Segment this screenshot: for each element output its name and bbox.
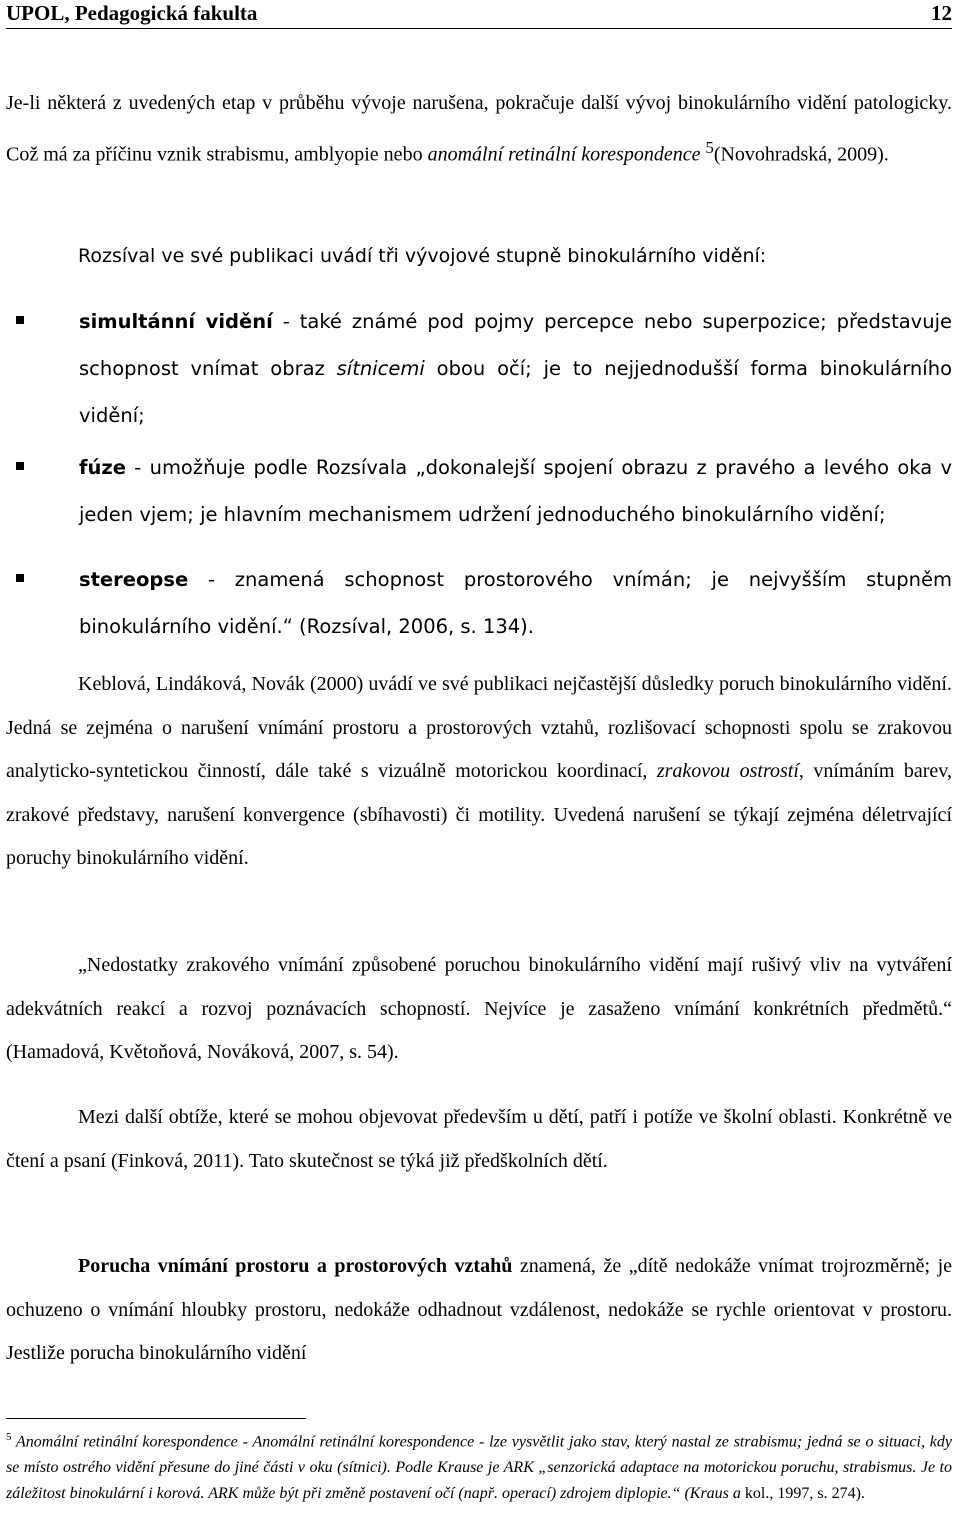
term-simultaneous: simultánní vidění: [79, 310, 273, 333]
p1-italic-term: anomální retinální korespondence: [427, 143, 701, 166]
paragraph-quote-deficits: „Nedostatky zrakového vnímání způsobené poruchou binokulárního vidění mají rušivý vliv na vytváření adekvátních reakcí a rozvoj poznávacích schopností. Nejvíce je zasaženo vnímání konkrétních předmětů.“ (Hamadová, Květoňová, Nováková, 2007, s. 54).: [6, 954, 952, 1063]
list-item-stereopsis: stereopse - znamená schopnost prostorového vnímán; je nejvyšším stupněm binokulárního vidění.“ (Rozsíval, 2006, s. 134).: [6, 556, 952, 650]
footnote: $^5$ Anomální retinální korespondence - Anomální retinální korespondence - lze vysvětlit jako stav, který nastal ze strabismu; jedná se o situaci, kdy se místo ostrého vidění přesune do jiné části v oku (sítnici). Podle Krause je ARK „senzorická adaptace na motorickou poruchu, strabismus. Je to záležitost binokulární i korová. ARK může být při změně postavení očí (např. operací) zdrojem diplopie.“ (Kraus a kol., 1997, s. 274).: [6, 1431, 952, 1503]
term-fusion: fúze: [79, 456, 126, 479]
header-title: UPOL, Pedagogická fakulta: [6, 1, 258, 25]
page-header: [6, 0, 952, 29]
paragraph-spatial-perception: Porucha vnímání prostoru a prostorových vztahů znamená, že „dítě nedokáže vnímat trojrozměrně; je ochuzeno o vnímání hloubky prostoru, nedokáže odhadnout vzdálenost, nedokáže se rychle orientovat v prostoru. Jestliže porucha binokulárního vidění: [6, 1255, 953, 1364]
bullet-square-icon: [16, 462, 24, 470]
footnote-divider: [6, 1418, 306, 1419]
list-item-fusion: fúze - umožňuje podle Rozsívala „dokonalejší spojení obrazu z pravého a levého oka v jeden vjem; je hlavním mechanismem udržení jednoduchého binokulárního vidění;: [6, 444, 952, 538]
p1-text: Je-li některá z uvedených etap v průběhu vývoje narušena, pokračuje další vývoj binokulárního vidění patologicky. Což má za příčinu vznik strabismu, amblyopie nebo: [6, 92, 952, 166]
paragraph-consequences: Keblová, Lindáková, Novák (2000) uvádí ve své publikaci nejčastější důsledky poruch binokulárního vidění. Jedná se zejména o narušení vnímání prostoru a prostorových vztahů, rozlišovací schopnosti spolu se zrakovou analyticko-syntetickou činností, dále také s vizuálně motorickou koordinací, zrakovou ostrostí, vnímáním barev, zrakové představy, narušení konvergence (sbíhavosti) či motility. Uvedená narušení se týkají zejména déletrvající poruchy binokulárního vidění.: [6, 673, 952, 869]
footnote-number: 5: [6, 1431, 12, 1443]
page-number: 12: [931, 1, 952, 25]
paragraph-intro-stages: Rozsíval ve své publikaci uvádí tři vývojové stupně binokulárního vidění:: [78, 245, 767, 267]
paragraph-school-difficulties: Mezi další obtíže, které se mohou objevovat především u dětí, patří i potíže ve školní oblasti. Konkrétně ve čtení a psaní (Finková, 2011). Tato skutečnost se týká již předškolních dětí.: [6, 1106, 952, 1172]
paragraph-development: [6, 82, 952, 177]
list-item-simultaneous: simultánní vidění - také známé pod pojmy percepce nebo superpozice; představuje schopnost vnímat obraz sítnicemi obou očí; je to nejjednodušší forma binokulárního vidění;: [6, 298, 952, 439]
bullet-square-icon: [16, 316, 24, 324]
term-stereopsis: stereopse: [79, 568, 189, 591]
footnote-ref: 5: [705, 137, 714, 157]
p1-tail: (Novohradská, 2009).: [713, 143, 889, 166]
bullet-square-icon: [16, 574, 24, 582]
term-spatial-disorder: Porucha vnímání prostoru a prostorových vztahů: [78, 1255, 513, 1277]
